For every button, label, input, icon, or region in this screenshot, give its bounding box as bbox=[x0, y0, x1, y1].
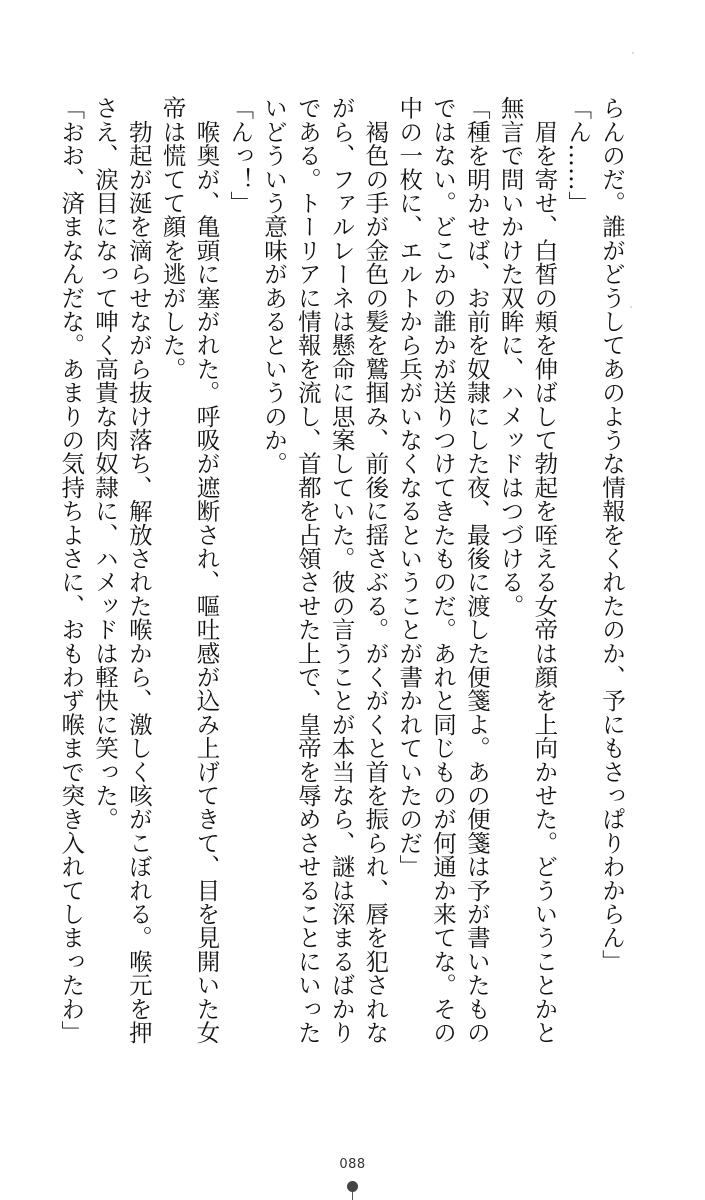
margin-speck bbox=[630, 306, 632, 308]
margin-speck bbox=[632, 52, 634, 54]
text-line: がら、ファルレーネは懸命に思案していた。彼の言うことが本当なら、謎は深まるばかり bbox=[327, 96, 356, 1044]
text-line: 帝は慌てて顔を逃がした。 bbox=[158, 96, 187, 381]
vertical-text-body bbox=[57, 96, 628, 1045]
text-line: 「おお、済まなんだな。あまりの気持ちよさに、おもわず喉まで突き入れてしまったわ」 bbox=[57, 96, 86, 1044]
page-number: 088 bbox=[339, 1157, 366, 1172]
text-line: 眉を寄せ、白皙の頬を伸ばして勃起を咥える女帝は顔を上向かせた。どういうことかと bbox=[530, 96, 559, 1044]
text-line: さえ、涙目になって呻く高貴な肉奴隷に、ハメッドは軽快に笑った。 bbox=[91, 96, 120, 831]
text-line: 「ん……」 bbox=[564, 96, 593, 215]
text-line: 喉奥が、亀頭に塞がれた。呼吸が遮断され、嘔吐感が込み上げてきて、目を見開いた女 bbox=[192, 96, 221, 1045]
text-line: 褐色の手が金色の髪を鷲掴み、前後に揺さぶる。がくがくと首を振られ、唇を犯されな bbox=[361, 96, 390, 1044]
text-line: 勃起が涎を滴らせながら抜け落ち、解放された喉から、激しく咳がこぼれる。喉元を押 bbox=[124, 96, 153, 1044]
page-marker-dot bbox=[347, 1181, 358, 1192]
text-line: 無言で問いかけた双眸に、ハメッドはつづける。 bbox=[496, 96, 525, 618]
page-marker-stem bbox=[352, 1192, 353, 1200]
text-line: いどういう意味があるというのか。 bbox=[260, 96, 289, 476]
text-line: らんのだ。誰がどうしてあのような情報をくれたのか、予にもさっぱりわからん」 bbox=[598, 96, 626, 973]
text-line: 中の一枚に、エルトから兵がいなくなるということが書かれていたのだ」 bbox=[395, 96, 424, 879]
text-line: 「種を明かせば、お前を奴隷にした夜、最後に渡した便箋よ。あの便箋は予が書いたもの bbox=[462, 96, 491, 1044]
text-line: である。トーリアに情報を流し、首都を占領させた上で、皇帝を辱めさせることにいった bbox=[293, 96, 322, 1044]
text-line: ではない。どこかの誰かが送りつけてきたものだ。あれと同じものが何通か来てな。その bbox=[429, 96, 458, 1044]
text-line: 「んっ！」 bbox=[226, 96, 255, 215]
